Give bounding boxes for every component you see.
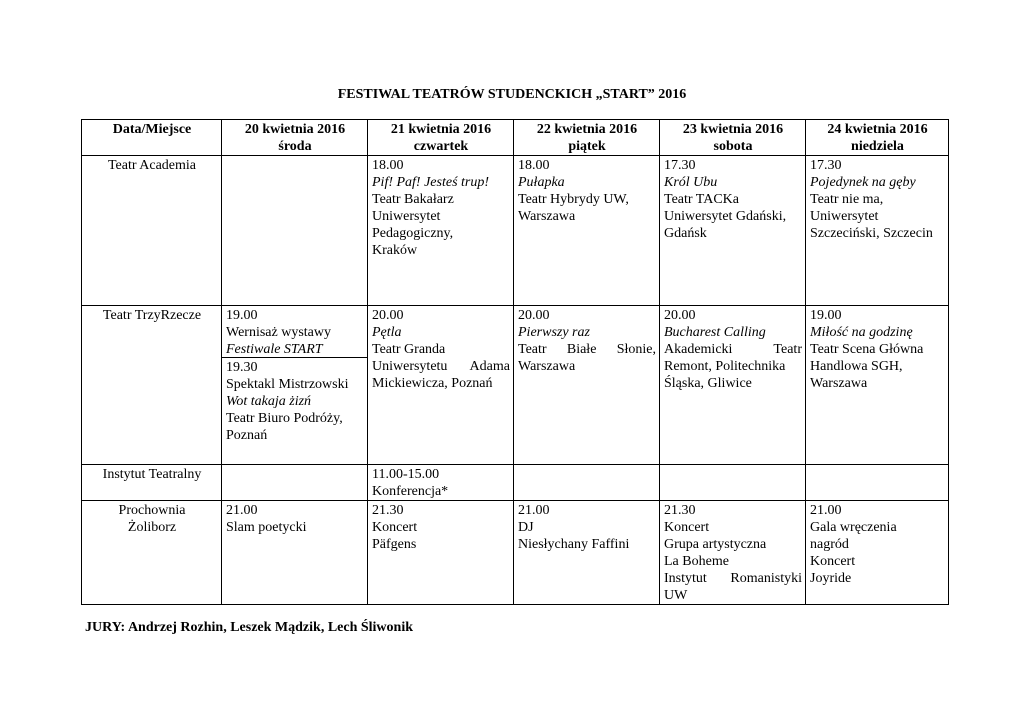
venue-cell: Instytut Teatralny: [82, 465, 222, 501]
event-info: Koncert: [372, 520, 418, 535]
event-cell: [368, 156, 514, 306]
header-date: 20 kwietnia 2016: [244, 122, 346, 137]
venue-cell: Teatr Academia: [82, 156, 222, 306]
event-info: Wernisaż wystawy: [226, 325, 332, 340]
event-title: Pierwszy raz: [518, 325, 590, 340]
event-info: Teatr Hybrydy UW,: [518, 192, 629, 207]
event-title: Wot takaja żizń: [226, 394, 312, 409]
event-cell: [660, 306, 806, 465]
event-info: Uniwersytet: [810, 209, 879, 224]
event-cell: [368, 306, 514, 465]
event-title: Festiwale START: [226, 342, 323, 357]
header-date: 24 kwietnia 2016: [827, 122, 928, 137]
event-title: Pif! Paf! Jesteś trup!: [372, 175, 490, 190]
event-cell: [660, 156, 806, 306]
header-day-22: [514, 120, 660, 156]
event-time: 17.30: [810, 158, 842, 173]
event-cell: [806, 501, 949, 605]
event-cell: [514, 501, 660, 605]
event-title: Pułapka: [518, 175, 565, 190]
event-info: Teatr Scena Główna: [810, 342, 924, 357]
event-time: 18.00: [372, 158, 404, 173]
event-info: Päfgens: [372, 537, 417, 552]
event-info: Joyride: [810, 571, 852, 586]
header-corner: Data/Miejsce: [82, 120, 222, 156]
event-info: Spektakl Mistrzowski: [226, 377, 349, 392]
header-date: 23 kwietnia 2016: [682, 122, 784, 137]
row-prochownia-zoliborz: [82, 501, 949, 605]
event-time: 21.30: [664, 503, 696, 518]
event-cell-empty: [222, 156, 368, 306]
event-info: Uniwersytet: [372, 209, 441, 224]
row-teatr-academia: [82, 156, 949, 306]
event-cell: [806, 306, 949, 465]
event-info: Teatr Bakałarz: [372, 192, 454, 207]
event-time: 18.00: [518, 158, 550, 173]
event-info: Teatr Granda: [372, 342, 446, 357]
event-cell: [368, 501, 514, 605]
row-instytut-teatralny: [82, 465, 949, 501]
event-info: nagród: [810, 537, 849, 552]
event-info: Gala wręczenia: [810, 520, 897, 535]
jury-line: JURY: Andrzej Rozhin, Leszek Mądzik, Lech Śliwonik: [85, 620, 414, 635]
venue-name: Prochownia: [118, 503, 186, 518]
event-info: Niesłychany Faffini: [518, 537, 630, 552]
event-block: [222, 358, 367, 444]
venue-cell: [82, 501, 222, 605]
event-info: Śląska, Gliwice: [664, 376, 752, 391]
event-title: Bucharest Calling: [664, 325, 766, 340]
event-info: Uniwersytetu Adama: [372, 359, 510, 374]
event-cell-split: [222, 306, 368, 465]
header-date: 21 kwietnia 2016: [390, 122, 492, 137]
header-day-23: [660, 120, 806, 156]
event-time: 20.00: [372, 308, 404, 323]
event-info: Akademicki Teatr: [664, 342, 802, 357]
event-info: Warszawa: [810, 376, 868, 391]
header-weekday: czwartek: [413, 139, 469, 154]
event-time: 11.00-15.00: [372, 467, 440, 482]
event-time: 20.00: [518, 308, 550, 323]
event-cell: [660, 501, 806, 605]
event-info: Gdańsk: [664, 226, 707, 241]
event-info: Slam poetycki: [226, 520, 307, 535]
event-title: Król Ubu: [664, 175, 718, 190]
event-cell-empty: [514, 465, 660, 501]
event-info: Teatr TACKa: [664, 192, 740, 207]
event-block: [222, 306, 367, 358]
event-info: UW: [664, 588, 688, 603]
event-info: Instytut Romanistyki: [664, 571, 802, 586]
event-info: Koncert: [664, 520, 710, 535]
header-row: [82, 120, 949, 156]
festival-schedule-table: [81, 119, 949, 605]
header-date: 22 kwietnia 2016: [536, 122, 638, 137]
event-time: 19.30: [226, 360, 258, 375]
event-info: Warszawa: [518, 209, 576, 224]
event-info: Teatr Biuro Podróży,: [226, 411, 343, 426]
header-weekday: niedziela: [851, 139, 904, 154]
header-weekday: piątek: [568, 139, 606, 154]
event-time: 17.30: [664, 158, 696, 173]
event-info: La Boheme: [664, 554, 729, 569]
event-info: Teatr Białe Słonie,: [518, 342, 656, 357]
event-info: Kraków: [372, 243, 418, 258]
event-info: Warszawa: [518, 359, 576, 374]
event-info: Poznań: [226, 428, 268, 443]
event-cell-empty: [806, 465, 949, 501]
event-cell-empty: [222, 465, 368, 501]
header-weekday: środa: [278, 139, 312, 154]
event-info: Grupa artystyczna: [664, 537, 767, 552]
event-info: Koncert: [810, 554, 856, 569]
event-time: 21.30: [372, 503, 404, 518]
event-cell: [514, 156, 660, 306]
event-info: Teatr nie ma,: [810, 192, 884, 207]
document-title: FESTIWAL TEATRÓW STUDENCKICH „START” 2016: [337, 87, 687, 102]
event-info: Szczeciński, Szczecin: [810, 226, 933, 241]
event-time: 21.00: [518, 503, 550, 518]
event-time: 20.00: [664, 308, 696, 323]
event-info: Uniwersytet Gdański,: [664, 209, 787, 224]
venue-cell: Teatr TrzyRzecze: [82, 306, 222, 465]
event-info: Konferencja*: [372, 484, 449, 499]
event-cell: [514, 306, 660, 465]
event-info: Pedagogiczny,: [372, 226, 454, 241]
event-time: 21.00: [810, 503, 842, 518]
header-weekday: sobota: [713, 139, 753, 154]
event-info: Mickiewicza, Poznań: [372, 376, 493, 391]
event-cell: [806, 156, 949, 306]
event-time: 21.00: [226, 503, 258, 518]
event-cell: [368, 465, 514, 501]
event-info: DJ: [518, 520, 534, 535]
header-day-24: [806, 120, 949, 156]
header-day-20: [222, 120, 368, 156]
event-title: Pojedynek na gęby: [810, 175, 916, 190]
header-day-21: [368, 120, 514, 156]
event-time: 19.00: [810, 308, 842, 323]
venue-district: Żoliborz: [127, 520, 177, 535]
event-title: Pętla: [372, 325, 402, 340]
event-cell: [222, 501, 368, 605]
event-time: 19.00: [226, 308, 258, 323]
row-teatr-trzyrzecze: [82, 306, 949, 465]
event-cell-empty: [660, 465, 806, 501]
event-title: Miłość na godzinę: [810, 325, 913, 340]
event-info: Remont, Politechnika: [664, 359, 786, 374]
event-info: Handlowa SGH,: [810, 359, 903, 374]
